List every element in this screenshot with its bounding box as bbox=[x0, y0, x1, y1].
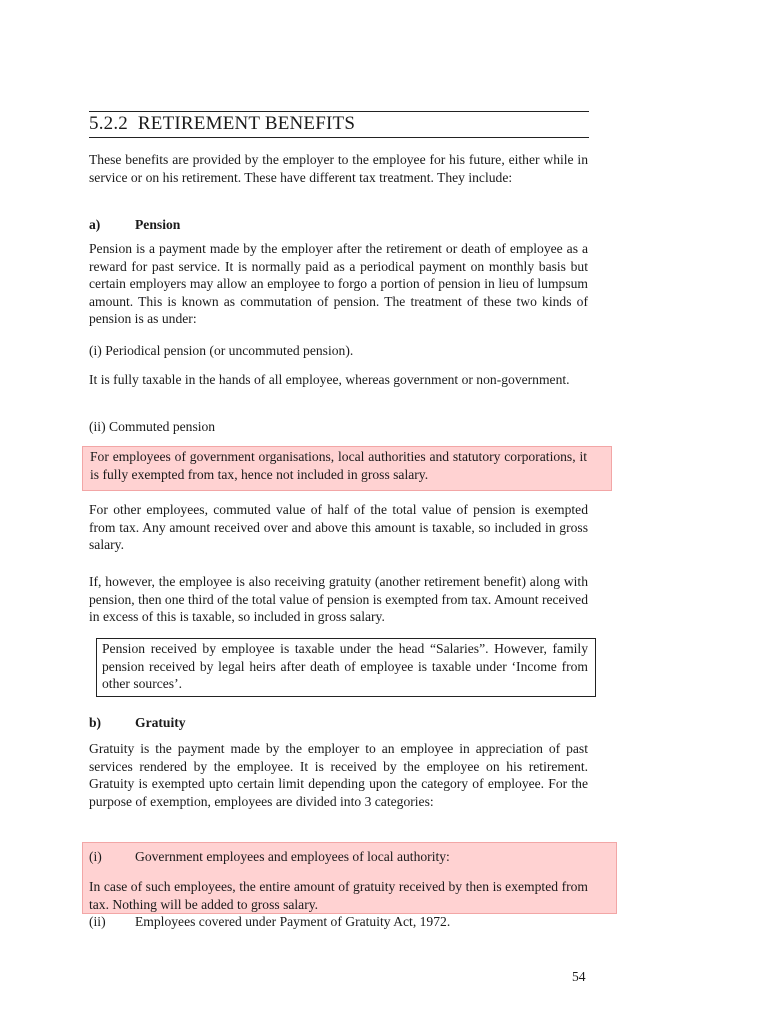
section-number: 5.2.2 bbox=[89, 113, 128, 134]
pension-taxation-note: Pension received by employee is taxable under the head “Salaries”. However, family pension received by legal heirs after death of employee is taxable under ‘Income from other sources’. bbox=[102, 641, 588, 691]
commuted-other-text: For other employees, commuted value of half of the total value of pension is exempted from tax. Any amount received over and above this amount is taxable, so included in gross salary. bbox=[89, 502, 588, 552]
commuted-with-gratuity-text: If, however, the employee is also receiving gratuity (another retirement benefit) along with pension, then one third of the total value of pension is exempted from tax. Amount received in excess of this is taxable, so included in gross salary. bbox=[89, 574, 588, 624]
commuted-pension-heading: (ii) Commuted pension bbox=[89, 419, 216, 434]
category-2-marker: (ii) bbox=[89, 914, 106, 929]
category-1-text: In case of such employees, the entire amount of gratuity received by then is exempted from tax. Nothing will be added to gross salary. bbox=[89, 879, 588, 912]
section-heading bbox=[89, 113, 355, 135]
gratuity-marker: b) bbox=[89, 715, 102, 730]
category-1-label: Government employees and employees of local authority: bbox=[135, 849, 450, 864]
gratuity-definition: Gratuity is the payment made by the employer to an employee in appreciation of past services rendered by the employee. It is received by the employee on his retirement. Gratuity is exempted upto certain limit depending upon the category of employee. For the purpose of exemption, employees are divided into 3 categories: bbox=[89, 741, 588, 809]
category-1-marker: (i) bbox=[89, 849, 102, 864]
gratuity-category-2 bbox=[89, 913, 451, 931]
pension-title: Pension bbox=[135, 217, 181, 232]
gratuity-heading bbox=[89, 714, 186, 732]
heading-top-rule bbox=[89, 111, 589, 112]
intro-paragraph: These benefits are provided by the employer to the employee for his future, either while in service or on his retirement. These have different tax treatment. They include: bbox=[89, 152, 588, 185]
gratuity-category-1 bbox=[89, 848, 450, 866]
gratuity-title: Gratuity bbox=[135, 715, 186, 730]
section-title: RETIREMENT BENEFITS bbox=[137, 113, 356, 134]
commuted-government-text: For employees of government organisations, local authorities and statutory corporations, it is fully exempted from tax, hence not included in gross salary. bbox=[90, 449, 587, 482]
pension-marker: a) bbox=[89, 217, 101, 232]
page-number: 54 bbox=[572, 969, 586, 984]
heading-bottom-rule bbox=[89, 137, 589, 138]
pension-definition: Pension is a payment made by the employer after the retirement or death of employee as a reward for past service. It is normally paid as a periodical payment on monthly basis but certain employers may allow an employee to forgo a portion of pension in lieu of lumpsum amount. This is known as commutation of pension. The treatment of these two kinds of pension is as under: bbox=[89, 241, 588, 326]
periodical-pension-heading: (i) Periodical pension (or uncommuted pension). bbox=[89, 343, 354, 358]
periodical-pension-text: It is fully taxable in the hands of all employee, whereas government or non-government. bbox=[89, 372, 570, 387]
category-2-label: Employees covered under Payment of Gratuity Act, 1972. bbox=[135, 914, 451, 929]
pension-heading bbox=[89, 216, 181, 234]
